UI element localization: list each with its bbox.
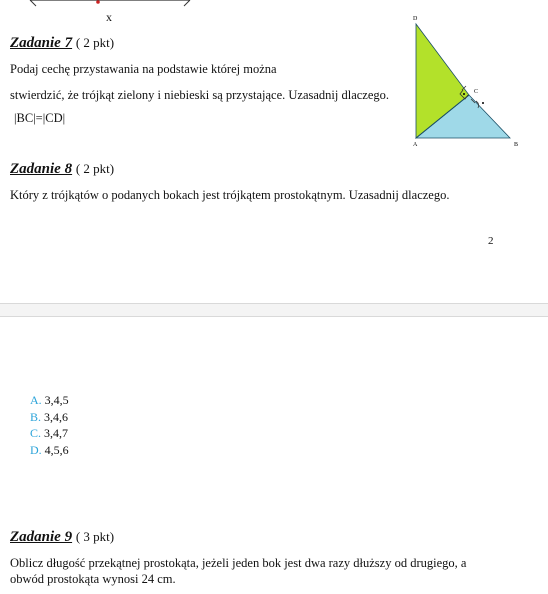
option-d: D. 4,5,6 <box>30 442 69 457</box>
task9-heading <box>10 529 114 546</box>
x-label: x <box>106 10 112 24</box>
task8-title: Zadanie 8 <box>10 161 73 177</box>
task9-points: ( 3 pkt) <box>75 529 115 544</box>
label-b: B <box>514 142 519 148</box>
task8-text: Który z trójkątów o podanych bokach jest trójkątem prostokątnym. Uzasadnij dlaczego. <box>10 188 450 202</box>
task8-heading <box>10 161 114 178</box>
task9-text-line2: obwód prostokąta wynosi 24 cm. <box>10 572 176 586</box>
label-a: A <box>413 142 418 148</box>
task9-title: Zadanie 9 <box>10 529 73 545</box>
option-a: A. 3,4,5 <box>30 393 69 407</box>
task7-points: ( 2 pkt) <box>75 35 115 50</box>
task8-points: ( 2 pkt) <box>75 161 115 176</box>
task7-heading <box>10 35 114 52</box>
task9-text-line1: Oblicz długość przekątnej prostokąta, jeżeli jeden bok jest dwa razy dłuższy od drugiego, a <box>10 556 467 570</box>
option-b: B. 3,4,6 <box>30 409 69 424</box>
triangle-figure <box>400 10 530 155</box>
label-c: C <box>474 89 479 95</box>
page-break <box>0 303 548 317</box>
task7-given: |BC|=|CD| <box>14 111 66 125</box>
label-d: D <box>413 16 418 22</box>
task7-text-line2: stwierdzić, że trójkąt zielony i niebieski są przystające. Uzasadnij dlaczego. <box>10 88 390 102</box>
option-c: C. 3,4,7 <box>30 426 69 440</box>
task7-text-line1: Podaj cechę przystawania na podstawie której można <box>10 62 277 76</box>
page-number: 2 <box>488 235 494 247</box>
task7-title: Zadanie 7 <box>10 35 73 51</box>
answer-options <box>30 392 69 458</box>
